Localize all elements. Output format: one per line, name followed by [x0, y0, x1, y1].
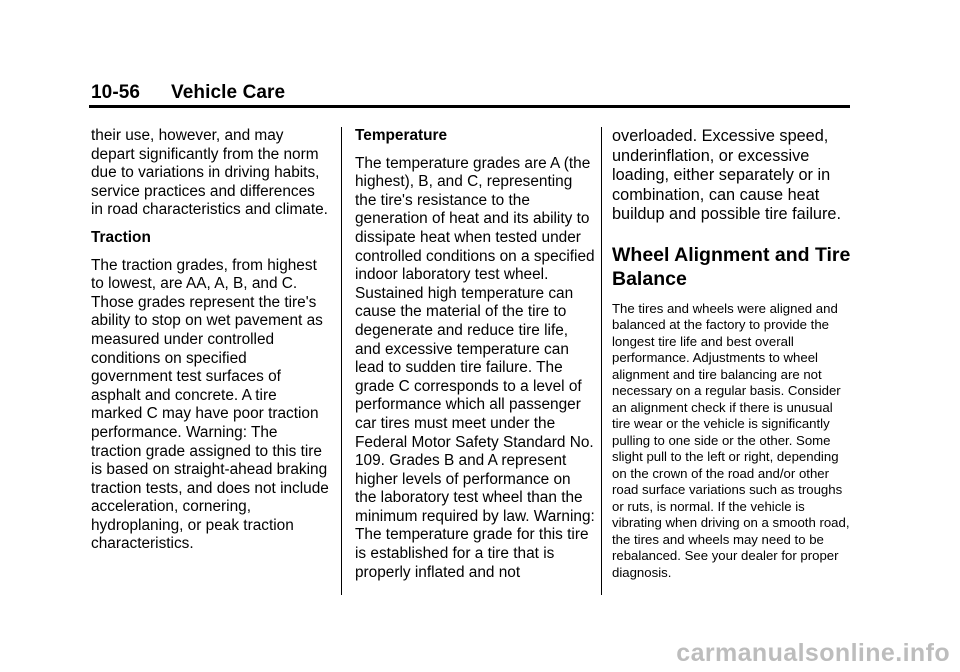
column-divider-2: [601, 127, 602, 595]
watermark: carmanualsonline.info: [676, 639, 950, 667]
col1-paragraph-1: their use, however, and may depart significantly from the norm due to variations in driving habits, service practices and differences in road characteristics and climate.: [91, 127, 328, 219]
section-name: Vehicle Care: [171, 82, 286, 103]
col2-paragraph-1: The temperature grades are A (the highest), B, and C, representing the tire's resistance to the generation of heat and its ability to dissipate heat when tested under controlled conditions on a specified indoor laboratory test wheel. Sustained high temperature can cause the material of the tire to degenerate and reduce tire life, and excessive temperature can lead to sudden tire failure. The grade C corresponds to a level of performance which all passenger car tires must meet under the Federal Motor Safety Standard No. 109. Grades B and A represent higher levels of performance on the laboratory test wheel than the minimum required by law. Warning: The temperature grade for this tire is established for a tire that is properly inflated and not: [355, 154, 595, 581]
section-title-wheel-alignment: Wheel Alignment and Tire Balance: [612, 243, 851, 290]
col3-paragraph-1: overloaded. Excessive speed, underinflation, or excessive loading, either separately or in combination, can cause heat buildup and possible tire failure.: [612, 127, 841, 224]
page-header: [91, 82, 285, 104]
header-rule: [89, 105, 850, 108]
page-number: 10-56: [91, 82, 141, 103]
temperature-heading: Temperature: [355, 127, 448, 144]
col3-paragraph-2: The tires and wheels were aligned and balanced at the factory to provide the longest tire life and best overall performance. Adjustments to wheel alignment and tire balancing are not necessary on a regular basis. Consider an alignment check if there is unusual tire wear or the vehicle is significantly pulling to one side or the other. Some slight pull to the left or right, depending on the crown of the road and/or other road surface variations such as troughs or ruts, is normal. If the vehicle is vibrating when driving on a smooth road, the tires and wheels may need to be rebalanced. See your dealer for proper diagnosis.: [612, 300, 850, 580]
column-3: [612, 127, 854, 590]
column-1: [91, 127, 331, 563]
traction-heading: Traction: [91, 228, 151, 246]
column-divider-1: [341, 127, 342, 595]
column-2: [355, 127, 595, 591]
col1-paragraph-2: The traction grades, from highest to lowest, are AA, A, B, and C. Those grades represent the tire's ability to stop on wet pavement as measured under controlled conditions on specified government test surfaces of asphalt and concrete. A tire marked C may have poor traction performance. Warning: The traction grade assigned to this tire is based on straight-ahead braking traction tests, and does not include acceleration, cornering, hydroplaning, or peak traction characteristics.: [91, 256, 329, 553]
